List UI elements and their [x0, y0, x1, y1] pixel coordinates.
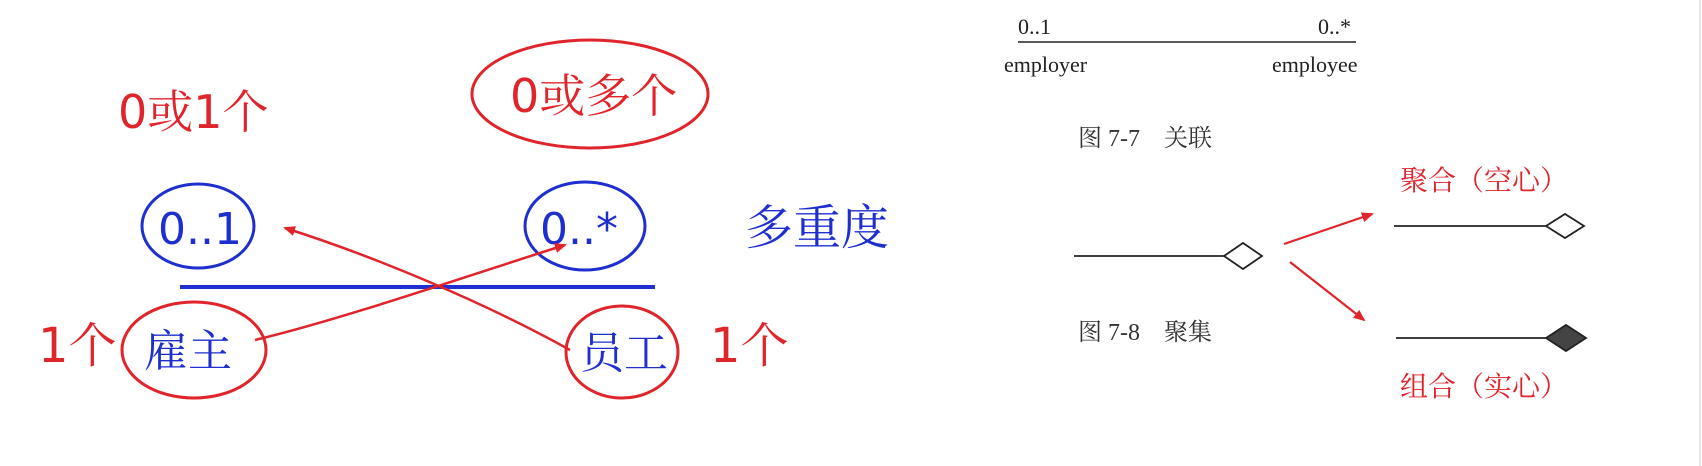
relationship-annotations: [1284, 165, 1586, 402]
arrow-to-composition: [1290, 262, 1364, 320]
composition-filled-diamond-icon: [1546, 325, 1586, 351]
assoc-mult-left: 0..1: [1018, 14, 1051, 39]
uml-aggregation-figure: [1074, 243, 1262, 346]
aggregation-label: 聚合（空心）: [1400, 165, 1569, 196]
fig-7-7-caption: 图 7-7 关联: [1078, 126, 1212, 152]
one-right-note: 1个: [710, 318, 789, 374]
assoc-role-left: employer: [1004, 52, 1088, 77]
employee-cn-label: 员工: [580, 328, 668, 379]
fig-7-8-caption: 图 7-8 聚集: [1078, 320, 1212, 346]
uml-association-figure: [1004, 14, 1358, 152]
arrow-to-aggregation: [1284, 214, 1372, 244]
multiplicity-label: 多重度: [745, 200, 890, 256]
employer-to-many-arrow: [255, 245, 565, 340]
zero-or-many-note: 0或多个: [510, 69, 678, 123]
assoc-role-right: employee: [1272, 52, 1358, 77]
employer-cn-label: 雇主: [144, 326, 232, 377]
handwritten-annotation: [38, 40, 889, 398]
mult-left-label: 0..1: [158, 204, 242, 255]
zero-or-one-note: 0或1个: [118, 85, 269, 139]
aggregation-hollow-diamond-icon: [1546, 214, 1584, 238]
composition-label: 组合（实心）: [1400, 371, 1569, 402]
mult-right-label: 0..*: [540, 204, 618, 255]
one-left-note: 1个: [38, 318, 117, 374]
assoc-mult-right: 0..*: [1318, 14, 1351, 39]
hollow-diamond-icon: [1224, 243, 1262, 269]
